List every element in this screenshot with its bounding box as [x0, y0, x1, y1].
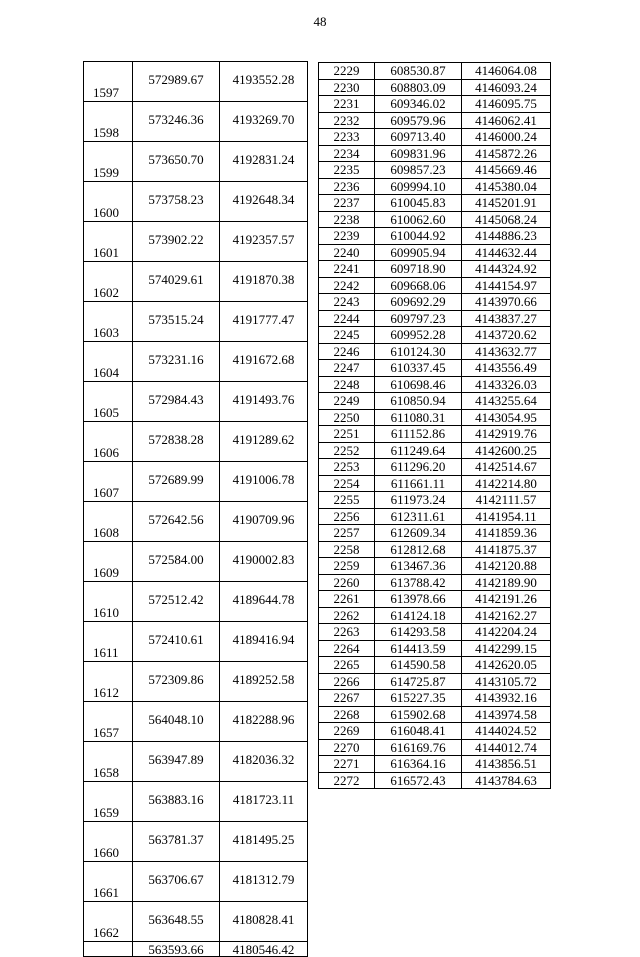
point-index-cell: 2252	[319, 442, 375, 459]
table-row	[319, 244, 551, 261]
point-index-cell: 2269	[319, 723, 375, 740]
y-coordinate-cell: 4189644.78	[220, 582, 308, 622]
y-coordinate-cell: 4146000.24	[462, 129, 551, 146]
table-row	[319, 574, 551, 591]
point-index-cell: 2248	[319, 376, 375, 393]
point-index-cell: 2242	[319, 277, 375, 294]
table-row	[319, 657, 551, 674]
point-index-cell: 2272	[319, 772, 375, 789]
point-index-cell: 2267	[319, 690, 375, 707]
table-row	[319, 739, 551, 756]
point-index-cell: 1658	[84, 742, 133, 782]
table-row	[319, 723, 551, 740]
y-coordinate-cell: 4145068.24	[462, 211, 551, 228]
y-coordinate-cell: 4193269.70	[220, 102, 308, 142]
point-index-cell: 1598	[84, 102, 133, 142]
table-row	[319, 459, 551, 476]
point-index-cell: 2249	[319, 393, 375, 410]
y-coordinate-cell: 4142299.15	[462, 640, 551, 657]
table-row	[84, 142, 308, 182]
x-coordinate-cell: 615902.68	[375, 706, 462, 723]
y-coordinate-cell: 4146064.08	[462, 63, 551, 80]
point-index-cell: 2256	[319, 508, 375, 525]
table-row	[319, 79, 551, 96]
point-index-cell: 1609	[84, 542, 133, 582]
y-coordinate-cell: 4189416.94	[220, 622, 308, 662]
x-coordinate-cell: 611296.20	[375, 459, 462, 476]
x-coordinate-cell: 609579.96	[375, 112, 462, 129]
table-row	[319, 492, 551, 509]
y-coordinate-cell: 4143556.49	[462, 360, 551, 377]
y-coordinate-cell: 4142189.90	[462, 574, 551, 591]
y-coordinate-cell: 4145201.91	[462, 195, 551, 212]
point-index-cell: 2255	[319, 492, 375, 509]
point-index-cell: 1597	[84, 62, 133, 102]
x-coordinate-cell: 564048.10	[133, 702, 220, 742]
y-coordinate-cell: 4143784.63	[462, 772, 551, 789]
point-index-cell: 2270	[319, 739, 375, 756]
x-coordinate-cell: 609831.96	[375, 145, 462, 162]
point-index-cell: 1657	[84, 702, 133, 742]
y-coordinate-cell: 4191672.68	[220, 342, 308, 382]
y-coordinate-cell: 4146095.75	[462, 96, 551, 113]
x-coordinate-cell: 616048.41	[375, 723, 462, 740]
table-row	[319, 211, 551, 228]
table-row	[319, 475, 551, 492]
table-row	[319, 145, 551, 162]
y-coordinate-cell: 4143974.58	[462, 706, 551, 723]
point-index-cell: 2261	[319, 591, 375, 608]
table-row	[84, 662, 308, 702]
point-index-cell: 2244	[319, 310, 375, 327]
point-index-cell: 2262	[319, 607, 375, 624]
point-index-cell: 2240	[319, 244, 375, 261]
point-index-cell: 2260	[319, 574, 375, 591]
point-index-cell: 2233	[319, 129, 375, 146]
y-coordinate-cell: 4181312.79	[220, 862, 308, 902]
x-coordinate-cell: 616169.76	[375, 739, 462, 756]
table-row	[319, 63, 551, 80]
table-row	[84, 622, 308, 662]
x-coordinate-cell: 614124.18	[375, 607, 462, 624]
x-coordinate-cell: 611973.24	[375, 492, 462, 509]
table-row	[84, 382, 308, 422]
x-coordinate-cell: 610062.60	[375, 211, 462, 228]
point-index-cell: 2231	[319, 96, 375, 113]
y-coordinate-cell: 4142111.57	[462, 492, 551, 509]
table-row	[84, 262, 308, 302]
x-coordinate-cell: 572642.56	[133, 502, 220, 542]
point-index-cell: 1605	[84, 382, 133, 422]
table-row	[84, 822, 308, 862]
table-row	[319, 162, 551, 179]
x-coordinate-cell: 614590.58	[375, 657, 462, 674]
y-coordinate-cell: 4192648.34	[220, 182, 308, 222]
y-coordinate-cell: 4181495.25	[220, 822, 308, 862]
table-row	[319, 525, 551, 542]
x-coordinate-cell: 613467.36	[375, 558, 462, 575]
point-index-cell: 1602	[84, 262, 133, 302]
y-coordinate-cell: 4143632.77	[462, 343, 551, 360]
y-coordinate-cell: 4141859.36	[462, 525, 551, 542]
point-index-cell: 2234	[319, 145, 375, 162]
point-index-cell: 2247	[319, 360, 375, 377]
x-coordinate-cell: 609692.29	[375, 294, 462, 311]
x-coordinate-cell: 610337.45	[375, 360, 462, 377]
left-coordinates-table	[83, 61, 308, 957]
point-index-cell: 1604	[84, 342, 133, 382]
point-index-cell: 1662	[84, 902, 133, 942]
y-coordinate-cell: 4142919.76	[462, 426, 551, 443]
table-row	[319, 673, 551, 690]
x-coordinate-cell: 614293.58	[375, 624, 462, 641]
y-coordinate-cell: 4192357.57	[220, 222, 308, 262]
table-row	[319, 343, 551, 360]
y-coordinate-cell: 4144024.52	[462, 723, 551, 740]
x-coordinate-cell: 609713.40	[375, 129, 462, 146]
table-row	[319, 690, 551, 707]
table-row	[319, 624, 551, 641]
point-index-cell: 2263	[319, 624, 375, 641]
x-coordinate-cell: 612812.68	[375, 541, 462, 558]
y-coordinate-cell: 4144012.74	[462, 739, 551, 756]
table-row	[319, 508, 551, 525]
x-coordinate-cell: 573650.70	[133, 142, 220, 182]
point-index-cell: 2232	[319, 112, 375, 129]
y-coordinate-cell: 4143105.72	[462, 673, 551, 690]
x-coordinate-cell: 610044.92	[375, 228, 462, 245]
x-coordinate-cell: 574029.61	[133, 262, 220, 302]
point-index-cell: 1611	[84, 622, 133, 662]
y-coordinate-cell: 4143054.95	[462, 409, 551, 426]
y-coordinate-cell: 4182036.32	[220, 742, 308, 782]
point-index-cell: 2238	[319, 211, 375, 228]
x-coordinate-cell: 611661.11	[375, 475, 462, 492]
table-row	[84, 502, 308, 542]
point-index-cell: 2230	[319, 79, 375, 96]
x-coordinate-cell: 572689.99	[133, 462, 220, 502]
x-coordinate-cell: 563593.66	[133, 942, 220, 957]
x-coordinate-cell: 572410.61	[133, 622, 220, 662]
y-coordinate-cell: 4143255.64	[462, 393, 551, 410]
table-row	[84, 462, 308, 502]
table-row	[319, 541, 551, 558]
table-row	[319, 360, 551, 377]
x-coordinate-cell: 614725.87	[375, 673, 462, 690]
x-coordinate-cell: 572512.42	[133, 582, 220, 622]
point-index-cell: 2246	[319, 343, 375, 360]
y-coordinate-cell: 4144154.97	[462, 277, 551, 294]
x-coordinate-cell: 613788.42	[375, 574, 462, 591]
x-coordinate-cell: 563883.16	[133, 782, 220, 822]
table-row	[319, 310, 551, 327]
point-index-cell: 2229	[319, 63, 375, 80]
point-index-cell: 2250	[319, 409, 375, 426]
x-coordinate-cell: 613978.66	[375, 591, 462, 608]
x-coordinate-cell: 572989.67	[133, 62, 220, 102]
table-row	[319, 129, 551, 146]
table-row	[319, 294, 551, 311]
table-row	[319, 640, 551, 657]
y-coordinate-cell: 4142214.80	[462, 475, 551, 492]
y-coordinate-cell: 4191870.38	[220, 262, 308, 302]
table-row	[84, 702, 308, 742]
x-coordinate-cell: 616364.16	[375, 756, 462, 773]
point-index-cell: 2243	[319, 294, 375, 311]
point-index-cell: 2236	[319, 178, 375, 195]
y-coordinate-cell: 4180546.42	[220, 942, 308, 957]
x-coordinate-cell: 563781.37	[133, 822, 220, 862]
y-coordinate-cell: 4143932.16	[462, 690, 551, 707]
x-coordinate-cell: 572584.00	[133, 542, 220, 582]
x-coordinate-cell: 608803.09	[375, 79, 462, 96]
table-row	[319, 376, 551, 393]
table-row	[319, 756, 551, 773]
y-coordinate-cell: 4145380.04	[462, 178, 551, 195]
point-index-cell	[84, 942, 133, 957]
point-index-cell: 1599	[84, 142, 133, 182]
x-coordinate-cell: 616572.43	[375, 772, 462, 789]
y-coordinate-cell: 4143720.62	[462, 327, 551, 344]
point-index-cell: 1607	[84, 462, 133, 502]
x-coordinate-cell: 609994.10	[375, 178, 462, 195]
point-index-cell: 2254	[319, 475, 375, 492]
point-index-cell: 2266	[319, 673, 375, 690]
table-row	[319, 558, 551, 575]
x-coordinate-cell: 610124.30	[375, 343, 462, 360]
y-coordinate-cell: 4145872.26	[462, 145, 551, 162]
table-row	[319, 277, 551, 294]
y-coordinate-cell: 4144324.92	[462, 261, 551, 278]
table-row	[319, 607, 551, 624]
x-coordinate-cell: 610850.94	[375, 393, 462, 410]
y-coordinate-cell: 4189252.58	[220, 662, 308, 702]
y-coordinate-cell: 4146093.24	[462, 79, 551, 96]
x-coordinate-cell: 572309.86	[133, 662, 220, 702]
point-index-cell: 2264	[319, 640, 375, 657]
x-coordinate-cell: 611249.64	[375, 442, 462, 459]
point-index-cell: 1601	[84, 222, 133, 262]
x-coordinate-cell: 609952.28	[375, 327, 462, 344]
point-index-cell: 2253	[319, 459, 375, 476]
y-coordinate-cell: 4180828.41	[220, 902, 308, 942]
table-row	[84, 182, 308, 222]
table-row	[319, 426, 551, 443]
x-coordinate-cell: 609346.02	[375, 96, 462, 113]
point-index-cell: 2271	[319, 756, 375, 773]
y-coordinate-cell: 4142514.67	[462, 459, 551, 476]
y-coordinate-cell: 4142620.05	[462, 657, 551, 674]
point-index-cell: 2245	[319, 327, 375, 344]
point-index-cell: 2257	[319, 525, 375, 542]
table-row	[319, 772, 551, 789]
x-coordinate-cell: 609718.90	[375, 261, 462, 278]
y-coordinate-cell: 4145669.46	[462, 162, 551, 179]
x-coordinate-cell: 573758.23	[133, 182, 220, 222]
table-row	[319, 409, 551, 426]
table-row	[319, 112, 551, 129]
y-coordinate-cell: 4146062.41	[462, 112, 551, 129]
x-coordinate-cell: 609857.23	[375, 162, 462, 179]
x-coordinate-cell: 563706.67	[133, 862, 220, 902]
x-coordinate-cell: 614413.59	[375, 640, 462, 657]
x-coordinate-cell: 573902.22	[133, 222, 220, 262]
table-row	[319, 178, 551, 195]
x-coordinate-cell: 612311.61	[375, 508, 462, 525]
table-row	[84, 742, 308, 782]
y-coordinate-cell: 4190709.96	[220, 502, 308, 542]
y-coordinate-cell: 4191006.78	[220, 462, 308, 502]
y-coordinate-cell: 4143837.27	[462, 310, 551, 327]
y-coordinate-cell: 4142204.24	[462, 624, 551, 641]
x-coordinate-cell: 573515.24	[133, 302, 220, 342]
x-coordinate-cell: 610698.46	[375, 376, 462, 393]
y-coordinate-cell: 4192831.24	[220, 142, 308, 182]
table-row	[84, 342, 308, 382]
y-coordinate-cell: 4143856.51	[462, 756, 551, 773]
page-number: 48	[313, 14, 327, 29]
table-row	[84, 862, 308, 902]
y-coordinate-cell: 4142162.27	[462, 607, 551, 624]
point-index-cell: 1660	[84, 822, 133, 862]
x-coordinate-cell: 610045.83	[375, 195, 462, 212]
y-coordinate-cell: 4191493.76	[220, 382, 308, 422]
table-row	[319, 327, 551, 344]
table-row	[84, 542, 308, 582]
point-index-cell: 1603	[84, 302, 133, 342]
table-row	[84, 102, 308, 142]
table-row	[319, 706, 551, 723]
y-coordinate-cell: 4190002.83	[220, 542, 308, 582]
x-coordinate-cell: 611152.86	[375, 426, 462, 443]
y-coordinate-cell: 4181723.11	[220, 782, 308, 822]
x-coordinate-cell: 573246.36	[133, 102, 220, 142]
y-coordinate-cell: 4141875.37	[462, 541, 551, 558]
point-index-cell: 1610	[84, 582, 133, 622]
point-index-cell: 2241	[319, 261, 375, 278]
table-row	[84, 942, 308, 957]
point-index-cell: 2235	[319, 162, 375, 179]
x-coordinate-cell: 608530.87	[375, 63, 462, 80]
point-index-cell: 1661	[84, 862, 133, 902]
point-index-cell: 2265	[319, 657, 375, 674]
table-row	[84, 422, 308, 462]
right-coordinates-table	[318, 62, 551, 789]
x-coordinate-cell: 611080.31	[375, 409, 462, 426]
table-row	[84, 62, 308, 102]
point-index-cell: 2268	[319, 706, 375, 723]
y-coordinate-cell: 4193552.28	[220, 62, 308, 102]
x-coordinate-cell: 573231.16	[133, 342, 220, 382]
point-index-cell: 1606	[84, 422, 133, 462]
x-coordinate-cell: 612609.34	[375, 525, 462, 542]
y-coordinate-cell: 4142600.25	[462, 442, 551, 459]
table-row	[319, 591, 551, 608]
x-coordinate-cell: 563648.55	[133, 902, 220, 942]
y-coordinate-cell: 4144632.44	[462, 244, 551, 261]
table-row	[84, 782, 308, 822]
table-row	[319, 195, 551, 212]
point-index-cell: 2259	[319, 558, 375, 575]
y-coordinate-cell: 4191289.62	[220, 422, 308, 462]
point-index-cell: 1659	[84, 782, 133, 822]
table-row	[319, 96, 551, 113]
table-row	[319, 261, 551, 278]
x-coordinate-cell: 609905.94	[375, 244, 462, 261]
point-index-cell: 2251	[319, 426, 375, 443]
x-coordinate-cell: 572984.43	[133, 382, 220, 422]
x-coordinate-cell: 609797.23	[375, 310, 462, 327]
y-coordinate-cell: 4142191.26	[462, 591, 551, 608]
point-index-cell: 1600	[84, 182, 133, 222]
y-coordinate-cell: 4182288.96	[220, 702, 308, 742]
point-index-cell: 2239	[319, 228, 375, 245]
y-coordinate-cell: 4191777.47	[220, 302, 308, 342]
table-row	[319, 228, 551, 245]
table-row	[84, 582, 308, 622]
point-index-cell: 1612	[84, 662, 133, 702]
y-coordinate-cell: 4143326.03	[462, 376, 551, 393]
table-row	[84, 902, 308, 942]
y-coordinate-cell: 4142120.88	[462, 558, 551, 575]
point-index-cell: 2258	[319, 541, 375, 558]
point-index-cell: 1608	[84, 502, 133, 542]
table-row	[319, 393, 551, 410]
x-coordinate-cell: 572838.28	[133, 422, 220, 462]
table-row	[84, 222, 308, 262]
table-row	[84, 302, 308, 342]
x-coordinate-cell: 563947.89	[133, 742, 220, 782]
x-coordinate-cell: 609668.06	[375, 277, 462, 294]
table-row	[319, 442, 551, 459]
x-coordinate-cell: 615227.35	[375, 690, 462, 707]
y-coordinate-cell: 4143970.66	[462, 294, 551, 311]
y-coordinate-cell: 4144886.23	[462, 228, 551, 245]
y-coordinate-cell: 4141954.11	[462, 508, 551, 525]
point-index-cell: 2237	[319, 195, 375, 212]
